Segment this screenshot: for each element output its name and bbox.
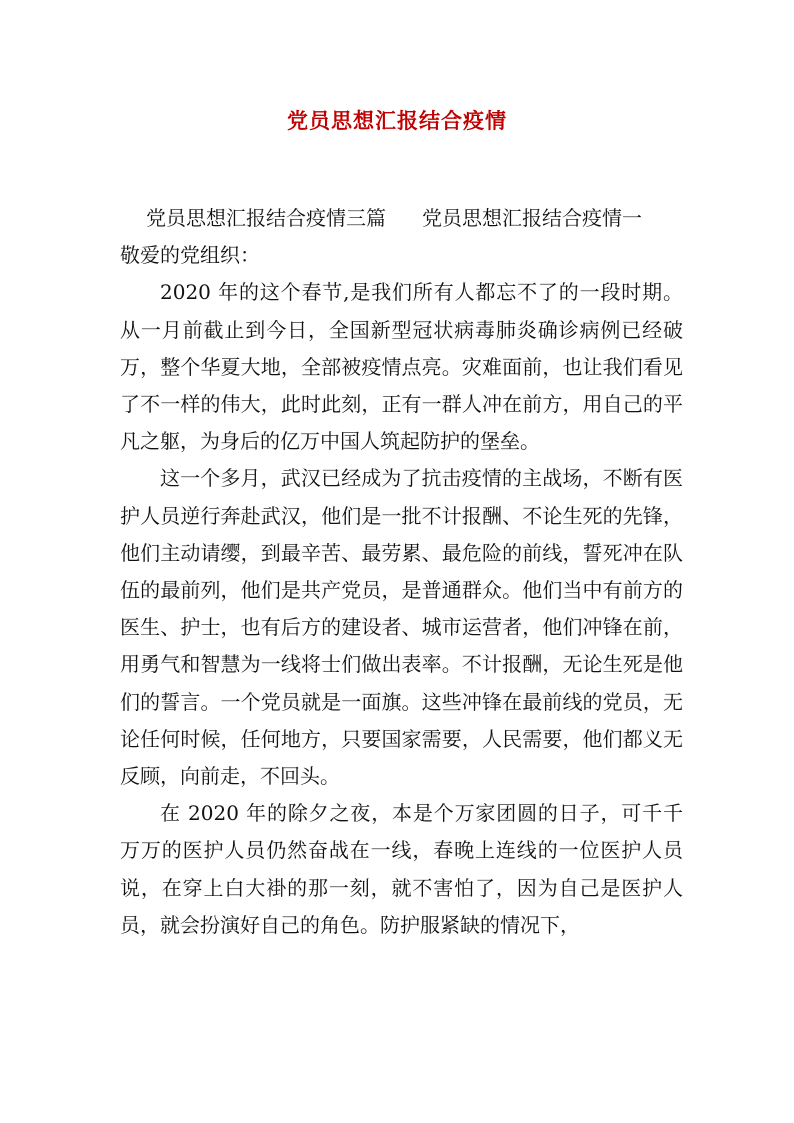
intro-line <box>120 200 683 237</box>
document-body <box>120 200 683 944</box>
paragraph-2: 这一个多月，武汉已经成为了抗击疫情的主战场，不断有医护人员逆行奔赴武汉，他们是一批不计报酬、不论生死的先锋，他们主动请缨，到最辛苦、最劳累、最危险的前线，誓死冲在队伍的最前列，他们是共产党员，是普通群众。他们当中有前方的医生、护士，也有后方的建设者、城市运营者，他们冲锋在前，用勇气和智慧为一线将士们做出表率。不计报酬，无论生死是他们的誓言。一个党员就是一面旗。这些冲锋在最前线的党员，无论任何时候，任何地方，只要国家需要，人民需要，他们都义无反顾，向前走，不回头。 <box>120 466 683 789</box>
paragraph-3: 在 2020 年的除夕之夜，本是个万家团圆的日子，可千千万万的医护人员仍然奋战在一线，春晚上连线的一位医护人员说，在穿上白大褂的那一刻，就不害怕了，因为自己是医护人员，就会扮演好自己的角色。防护服紧缺的情况下， <box>120 801 683 937</box>
salutation: 敬爱的党组织： <box>120 243 260 268</box>
intro-right-text: 党员思想汇报结合疫情一 <box>422 206 642 230</box>
document-title: 党员思想汇报结合疫情 <box>287 108 507 133</box>
paragraph-1: 2020 年的这个春节,是我们所有人都忘不了的一段时期。从一月前截止到今日，全国新型冠状病毒肺炎确诊病例已经破万，整个华夏大地，全部被疫情点亮。灾难面前，也让我们看见了不一样的伟大，此时此刻，正有一群人冲在前方，用自己的平凡之躯，为身后的亿万中国人筑起防护的堡垒。 <box>120 280 683 454</box>
intro-left-text: 党员思想汇报结合疫情三篇 <box>146 206 386 230</box>
